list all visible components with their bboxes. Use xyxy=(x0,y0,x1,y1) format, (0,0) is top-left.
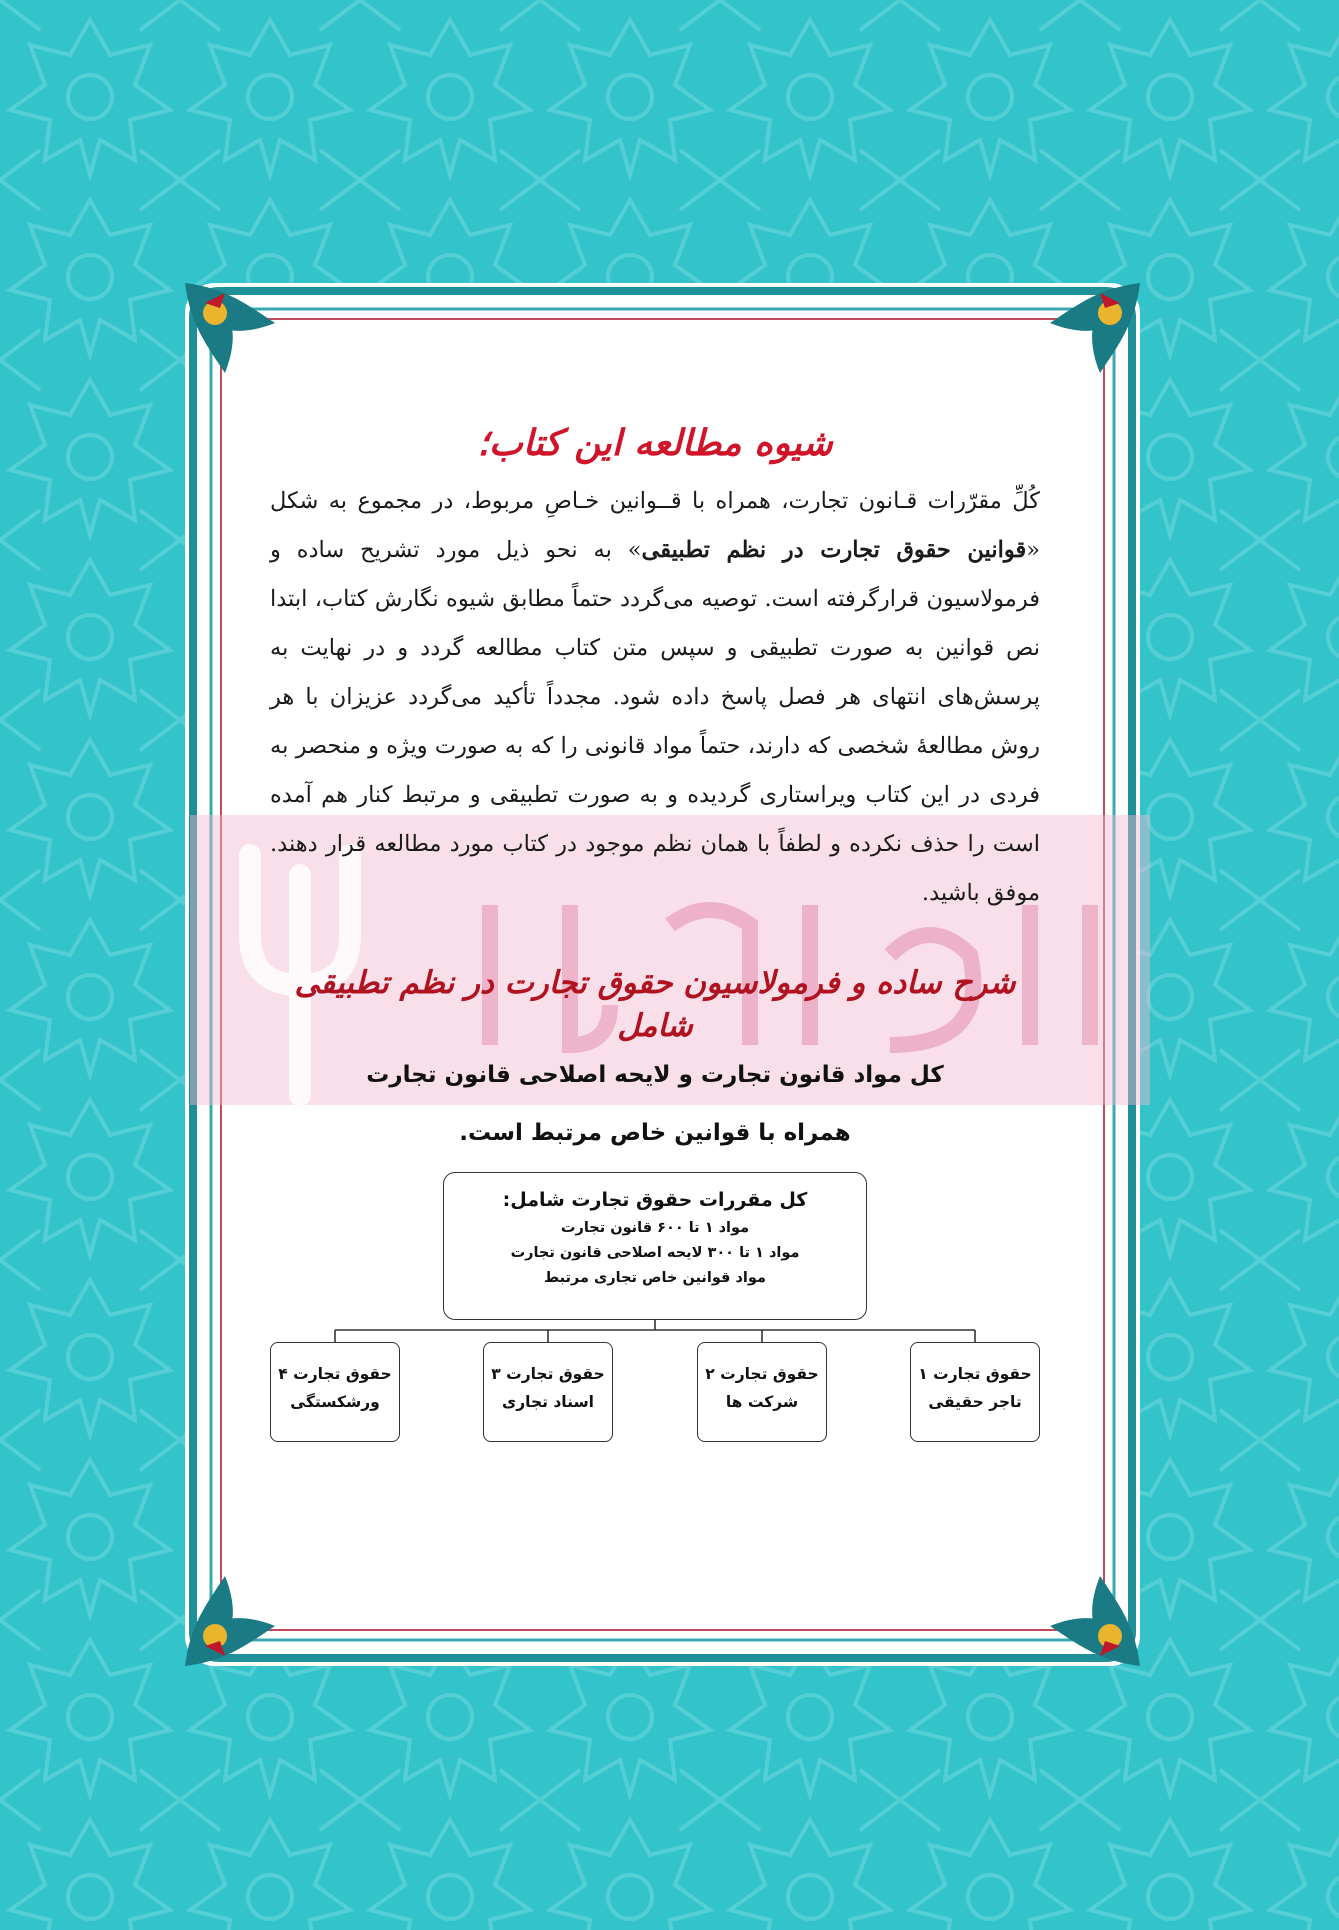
chart-child-subtitle: ورشکستگی xyxy=(290,1393,380,1412)
chart-child-title: حقوق تجارت ۴ xyxy=(278,1365,392,1384)
chart-child-box xyxy=(910,1342,1040,1442)
paragraph-book-name: قوانین حقوق تجارت در نظم تطبیقی xyxy=(641,536,1027,563)
chart-root-line: مواد ۱ تا ۳۰۰ لایحه اصلاحی قانون تجارت xyxy=(510,1245,800,1262)
intro-paragraph xyxy=(270,477,1040,918)
chart-child-box xyxy=(697,1342,827,1442)
paragraph-rest: » به نحو ذیل مورد تشریح ساده و فرمولاسیون قرارگرفته است. توصیه می‌گردد حتماً مطابق شیوه نگارش کتاب، ابتدا نص قوانین به صورت تطبیقی و سپس متن کتاب مطالعه گردد و در نهایت به پرسش‌های انتهای هر فصل پاسخ داده شود. مجدداً تأکید می‌گردد عزیزان با هر روش مطالعهٔ شخصی که دارند، حتماً مواد قانونی را که به صورت ویژه و منحصر به فردی در این کتاب ویراستاری گردیده و به صورت تطبیقی و مرتبط کنار هم آمده است را حذف نکرده و لطفاً با همان نظم موجود در کتاب مورد مطالعه قرار دهند. موفق باشید. xyxy=(270,536,1040,906)
chart-root-line: مواد ۱ تا ۶۰۰ قانون تجارت xyxy=(560,1220,750,1237)
paragraph-intro: کُلِّ مقرّرات قـانون تجارت، همراه با قــوانین خـاصِ مربوط، در مجموع به شکل « xyxy=(270,487,1040,563)
chart-root-title: کل مقررات حقوق تجارت شامل: xyxy=(502,1189,808,1212)
chart-child-box xyxy=(270,1342,400,1442)
page-title: شیوه مطالعه این کتاب؛ xyxy=(477,422,833,464)
subline-first: کل مواد قانون تجارت و لایحه اصلاحی قانون تجارت xyxy=(366,1061,944,1088)
org-chart xyxy=(270,1172,1040,1472)
chart-child-title: حقوق تجارت ۱ xyxy=(918,1365,1032,1384)
chart-child-box xyxy=(483,1342,613,1442)
chart-child-title: حقوق تجارت ۲ xyxy=(705,1365,819,1384)
section-subtitle: شرح ساده و فرمولاسیون حقوق تجارت در نظم تطبیقی شامل xyxy=(294,964,1016,1045)
chart-child-title: حقوق تجارت ۳ xyxy=(491,1365,605,1384)
page-content xyxy=(270,420,1040,1472)
chart-root-line: مواد قوانین خاص تجاری مرتبط xyxy=(544,1270,766,1287)
chart-root-box xyxy=(443,1172,867,1320)
chart-child-subtitle: اسناد تجاری xyxy=(502,1393,594,1412)
subline-second: همراه با قوانین خاص مرتبط است. xyxy=(459,1120,851,1147)
chart-child-subtitle: تاجر حقیقی xyxy=(928,1393,1022,1412)
chart-child-subtitle: شرکت ها xyxy=(725,1393,799,1412)
